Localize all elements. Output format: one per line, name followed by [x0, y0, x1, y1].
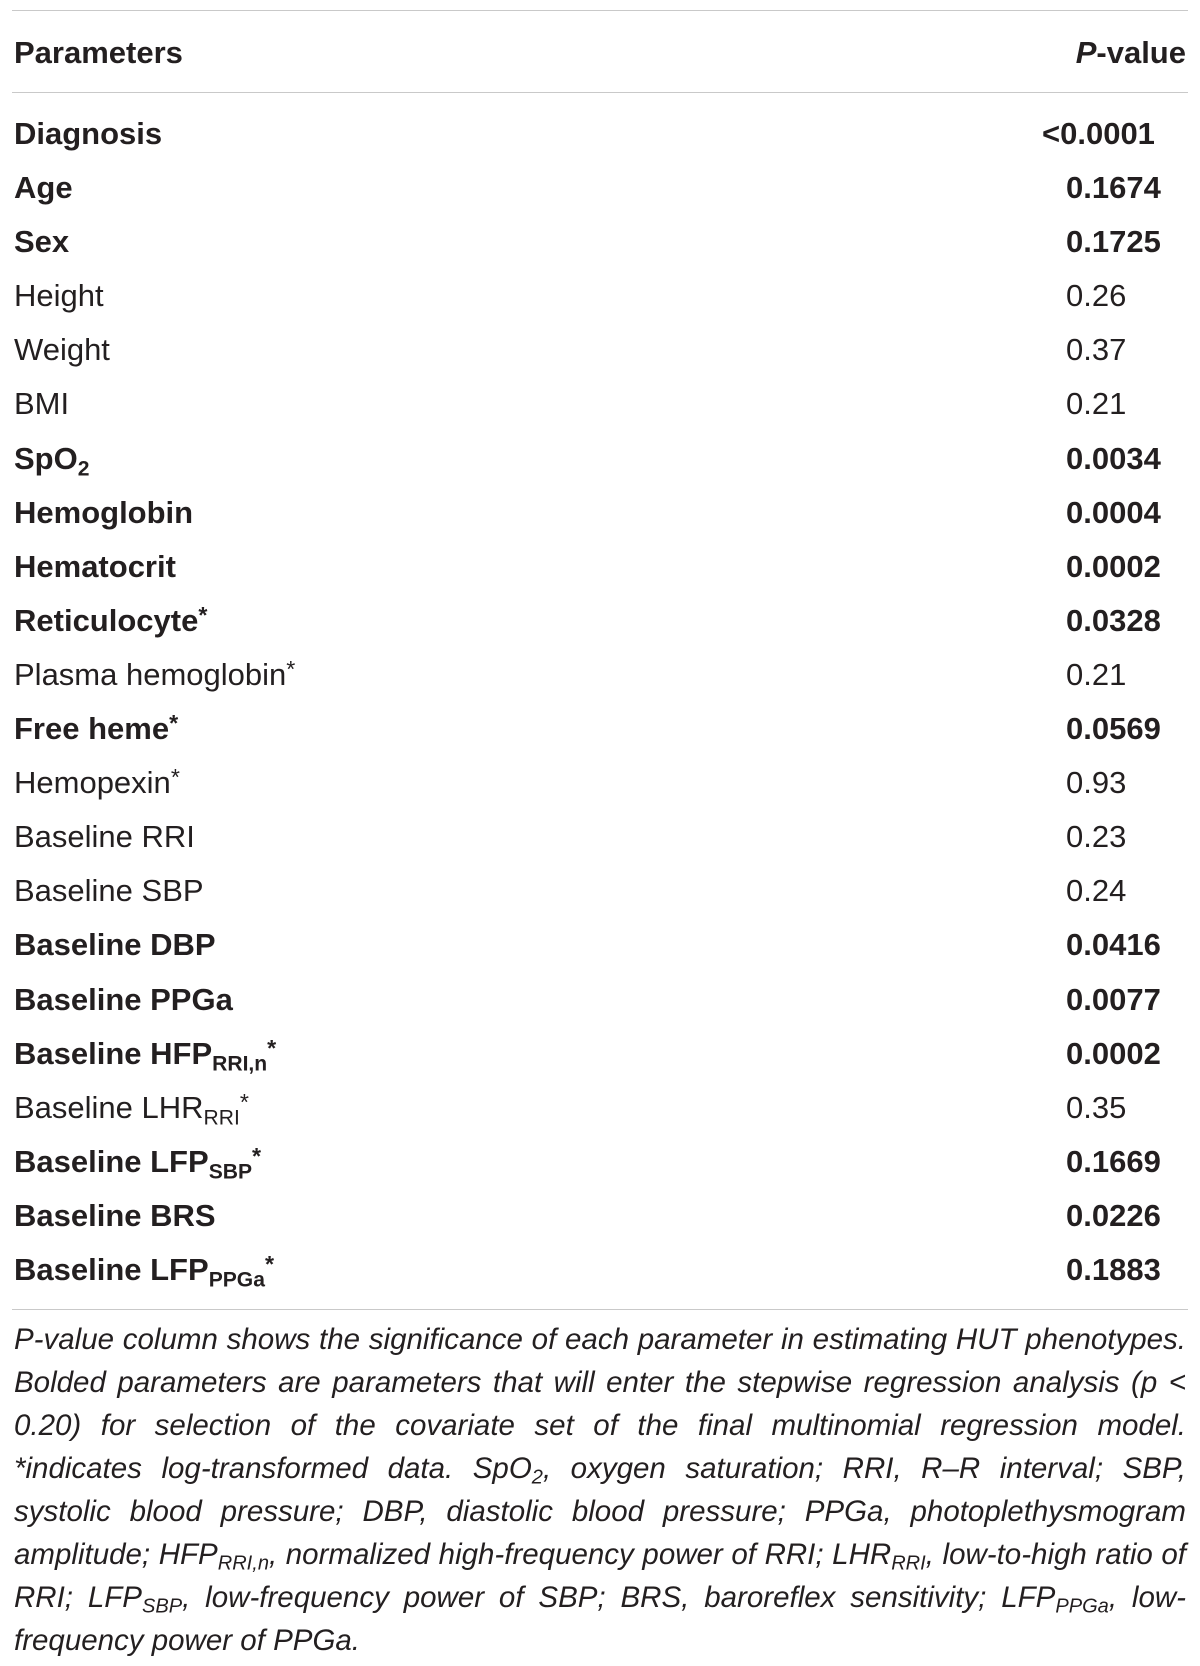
table-bottom-rule — [12, 1309, 1188, 1310]
parameter-subscript: 2 — [77, 457, 90, 481]
parameter-cell — [14, 161, 73, 215]
parameter-name: Baseline LFP — [14, 1143, 209, 1179]
table-row — [0, 810, 1200, 864]
log-transform-marker: * — [286, 655, 296, 682]
parameter-cell — [14, 594, 207, 648]
parameter-subscript: RRI,n — [212, 1052, 268, 1076]
parameter-name: Age — [14, 170, 73, 206]
table-body — [0, 107, 1200, 1297]
pvalue-cell: 0.21 — [1066, 656, 1127, 692]
log-transform-marker: * — [267, 1034, 277, 1061]
parameter-name: Plasma hemoglobin — [14, 656, 287, 692]
pvalue-cell: 0.1669 — [1066, 1143, 1161, 1179]
footnote-text-3: , normalized high-frequency power of RRI; LHR — [268, 1538, 892, 1571]
table-row — [0, 1027, 1200, 1081]
table-row — [0, 377, 1200, 431]
pvalue-cell: 0.35 — [1066, 1089, 1127, 1125]
table-row — [0, 161, 1200, 215]
parameter-cell — [14, 1189, 216, 1243]
pvalue-header — [1076, 26, 1186, 80]
pvalue-cell: 0.23 — [1066, 819, 1127, 855]
table-row — [0, 107, 1200, 161]
log-transform-marker: * — [198, 601, 208, 628]
log-transform-marker: * — [264, 1250, 274, 1277]
pvalue-cell: 0.24 — [1066, 873, 1127, 909]
table-row — [0, 918, 1200, 972]
table-row — [0, 1081, 1200, 1135]
parameter-name: Baseline RRI — [14, 819, 195, 855]
table-footnote — [14, 1318, 1186, 1662]
parameter-name: Baseline LHR — [14, 1089, 204, 1125]
table-header-row — [0, 26, 1200, 80]
parameter-subscript: SBP — [208, 1160, 253, 1184]
log-transform-marker: * — [169, 709, 179, 736]
parameter-cell — [14, 486, 193, 540]
footnote-sub-2: RRI,n — [217, 1552, 269, 1575]
log-transform-marker: * — [239, 1088, 249, 1115]
parameter-cell — [14, 1243, 274, 1297]
table-row — [0, 432, 1200, 486]
footnote-text-4: , low-to-high ratio of RRI; LFP — [14, 1538, 1186, 1614]
parameter-cell — [14, 973, 233, 1027]
parameter-name: Diagnosis — [14, 116, 163, 151]
footnote-text-6: , low-frequency power of PPGa. — [14, 1581, 1186, 1657]
pvalue-cell: 0.1883 — [1066, 1251, 1161, 1287]
footnote-sub-1: 2 — [531, 1466, 543, 1489]
parameter-name: Baseline PPGa — [14, 981, 233, 1017]
footnote-text-5: , low-frequency power of SBP; BRS, baroreflex sensitivity; LFP — [182, 1581, 1056, 1614]
parameter-name: Baseline SBP — [14, 873, 204, 909]
parameter-cell — [14, 1135, 261, 1189]
table-row — [0, 215, 1200, 269]
table-row — [0, 1189, 1200, 1243]
parameter-cell — [14, 1027, 276, 1081]
pvalue-cell: 0.0077 — [1066, 981, 1161, 1017]
pvalue-cell: 0.0002 — [1066, 1035, 1161, 1071]
table-row — [0, 973, 1200, 1027]
table-row — [0, 323, 1200, 377]
pvalue-cell: 0.1725 — [1066, 224, 1161, 260]
table-row — [0, 269, 1200, 323]
table-row — [0, 1243, 1200, 1297]
pvalue-cell: 0.0569 — [1066, 711, 1161, 747]
footnote-text-2: , oxygen saturation; RRI, R–R interval; SBP, systolic blood pressure; DBP, diastolic blood pressure; PPGa, photoplethysmogram amplitude; HFP — [14, 1452, 1186, 1571]
parameter-name: Hemoglobin — [14, 494, 194, 530]
parameter-name: SpO — [14, 440, 78, 476]
table-row — [0, 540, 1200, 594]
table-header-rule — [12, 92, 1188, 93]
parameter-name: Weight — [14, 332, 110, 368]
table-row — [0, 864, 1200, 918]
pvalue-header-rest: -value — [1096, 35, 1186, 70]
pvalue-cell: 0.0002 — [1066, 548, 1161, 584]
footnote-sub-3: RRI — [891, 1552, 926, 1575]
parameter-subscript: RRI — [203, 1106, 240, 1130]
parameter-cell — [14, 702, 178, 756]
parameter-cell — [14, 1081, 249, 1135]
parameter-name: Hematocrit — [14, 548, 176, 584]
pvalue-cell: 0.0226 — [1066, 1197, 1161, 1233]
parameter-cell — [14, 810, 195, 864]
table-row — [0, 702, 1200, 756]
parameter-name: Baseline LFP — [14, 1251, 209, 1287]
pvalue-cell: 0.93 — [1066, 765, 1127, 801]
parameter-name: Baseline DBP — [14, 927, 216, 963]
parameter-subscript: PPGa — [208, 1268, 265, 1292]
pvalue-cell: 0.21 — [1066, 386, 1127, 422]
parameter-cell — [14, 107, 162, 161]
log-transform-marker: * — [252, 1142, 262, 1169]
pvalue-cell: 0.26 — [1066, 278, 1127, 314]
parameter-cell — [14, 540, 176, 594]
footnote-sub-5: PPGa — [1055, 1595, 1109, 1618]
pvalue-cell: 0.37 — [1066, 332, 1127, 368]
table-row — [0, 756, 1200, 810]
parameter-cell — [14, 864, 204, 918]
pvalue-cell: 0.0328 — [1066, 602, 1161, 638]
parameter-name: Baseline BRS — [14, 1197, 216, 1233]
footnote-sub-4: SBP — [141, 1595, 183, 1618]
parameter-name: Sex — [14, 224, 70, 260]
pvalue-cell: 0.0034 — [1066, 440, 1161, 476]
table-row — [0, 486, 1200, 540]
parameter-cell — [14, 648, 295, 702]
table-row — [0, 648, 1200, 702]
pvalue-cell: 0.1674 — [1066, 170, 1161, 206]
table-row — [0, 1135, 1200, 1189]
pvalue-header-letter: P — [1075, 35, 1097, 70]
parameter-cell — [14, 215, 69, 269]
parameter-cell — [14, 756, 180, 810]
parameter-name: Hemopexin — [14, 765, 171, 801]
parameters-header: Parameters — [14, 35, 183, 70]
parameter-name: BMI — [14, 386, 70, 422]
table-top-rule — [12, 10, 1188, 11]
parameter-cell — [14, 918, 216, 972]
pvalue-cell: <0.0001 — [1042, 116, 1155, 151]
pvalue-cell: 0.0416 — [1066, 927, 1161, 963]
parameter-name: Free heme — [14, 711, 170, 747]
parameter-cell — [14, 377, 69, 431]
table-row — [0, 594, 1200, 648]
log-transform-marker: * — [170, 764, 180, 790]
parameter-name: Reticulocyte — [14, 602, 199, 638]
footnote-text-1: P-value column shows the significance of each parameter in estimating HUT phenotypes. Bolded parameters are parameters that will enter the stepwise regression analysis (p < 0.20) for selection of the covariate set of the final multinomial regression model. *indicates log-transformed data. SpO — [14, 1323, 1186, 1485]
parameter-name: Height — [14, 278, 104, 314]
parameter-cell — [14, 432, 89, 486]
parameter-cell — [14, 323, 110, 377]
parameter-cell — [14, 269, 104, 323]
pvalue-cell: 0.0004 — [1066, 494, 1161, 530]
parameter-name: Baseline HFP — [14, 1035, 213, 1071]
